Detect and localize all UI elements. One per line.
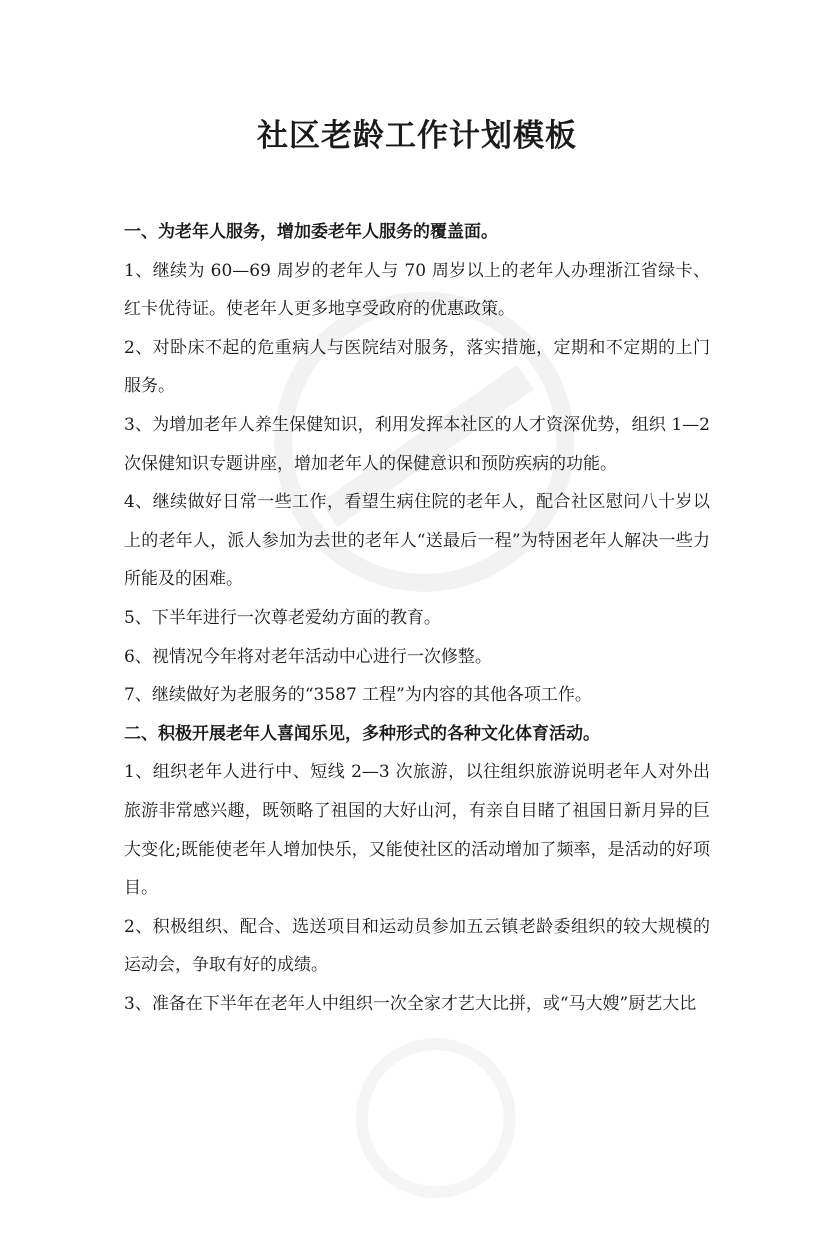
list-item: 2、积极组织、配合、选送项目和运动员参加五云镇老龄委组织的较大规模的运动会，争取有好的成绩。 <box>124 916 710 976</box>
watermark-logo-bottom <box>308 995 552 1224</box>
document-body <box>124 213 710 1023</box>
document-title: 社区老龄工作计划模板 <box>257 118 577 154</box>
list-item: 3、为增加老年人养生保健知识，利用发挥本社区的人才资深优势，组织 1—2 次保健知识专题讲座，增加老年人的保健意识和预防疾病的功能。 <box>124 414 710 474</box>
list-item: 2、对卧床不起的危重病人与医院结对服务，落实措施，定期和不定期的上门服务。 <box>124 337 710 397</box>
list-item: 1、组织老年人进行中、短线 2—3 次旅游，以往组织旅游说明老年人对外出旅游非常感兴趣，既领略了祖国的大好山河，有亲自目睹了祖国日新月异的巨大变化;既能使老年人增加快乐，又能使社区的活动增加了频率，是活动的好项目。 <box>124 762 710 899</box>
list-item: 4、继续做好日常一些工作，看望生病住院的老年人，配合社区慰问八十岁以上的老年人，派人参加为去世的老年人“送最后一程”为特困老年人解决一些力所能及的困难。 <box>124 492 710 590</box>
list-item: 7、继续做好为老服务的“3587 工程”为内容的其他各项工作。 <box>124 685 592 706</box>
list-item: 6、视情况今年将对老年活动中心进行一次修整。 <box>124 646 492 667</box>
list-item: 5、下半年进行一次尊老爱幼方面的教育。 <box>124 607 441 628</box>
watermark-ring-bottom <box>324 1007 547 1230</box>
list-item: 3、准备在下半年在老年人中组织一次全家才艺大比拼，或“马大嫂”厨艺大比 <box>124 993 697 1014</box>
section-heading: 一、为老年人服务，增加委老年人服务的覆盖面。 <box>124 222 498 242</box>
list-item: 1、继续为 60—69 周岁的老年人与 70 周岁以上的老年人办理浙江省绿卡、红卡优待证。使老年人更多地享受政府的优惠政策。 <box>124 260 710 320</box>
section-heading: 二、积极开展老年人喜闻乐见，多种形式的各种文化体育活动。 <box>124 723 600 744</box>
